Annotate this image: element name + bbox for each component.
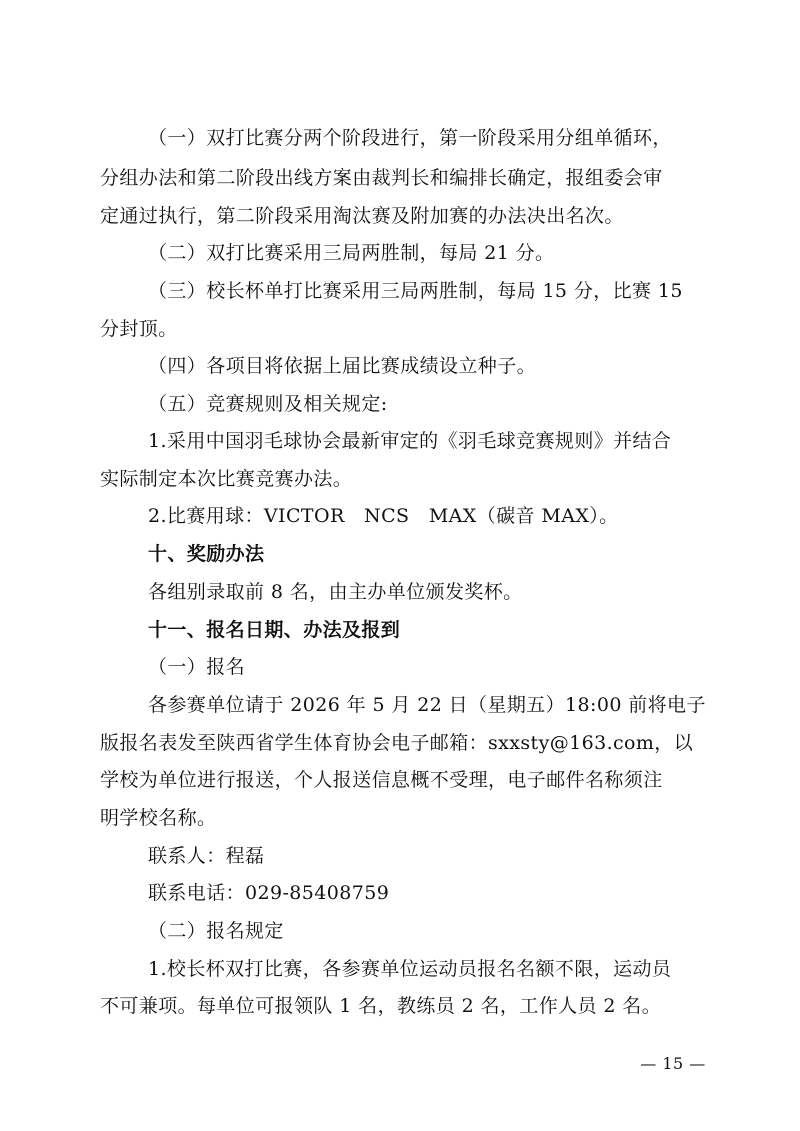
paragraph-line: （一）双打比赛分两个阶段进行，第一阶段采用分组单循环， [148, 127, 672, 149]
paragraph-line: 分组办法和第二阶段出线方案由裁判长和编排长确定，报组委会审 [100, 167, 663, 189]
paragraph-line: （三）校长杯单打比赛采用三局两胜制，每局 15 分，比赛 15 [148, 280, 683, 302]
paragraph-line: 不可兼项。每单位可报领队 1 名，教练员 2 名，工作人员 2 名。 [100, 995, 662, 1017]
paragraph-line: 各组别录取前 8 名，由主办单位颁发奖杯。 [148, 581, 523, 603]
paragraph-line: （二）双打比赛采用三局两胜制，每局 21 分。 [148, 242, 555, 264]
paragraph-line: 定通过执行，第二阶段采用淘汰赛及附加赛的办法决出名次。 [100, 205, 624, 227]
paragraph-line: 版报名表发至陕西省学生体育协会电子邮箱：sxxsty@163.com，以 [100, 732, 694, 754]
paragraph-line: 分封顶。 [100, 318, 178, 340]
section-heading: 十一、报名日期、办法及报到 [148, 619, 401, 641]
paragraph-line: 联系人：程磊 [148, 845, 265, 867]
paragraph-line: 明学校名称。 [100, 807, 217, 829]
paragraph-line: （四）各项目将依据上届比赛成绩设立种子。 [148, 355, 537, 377]
paragraph-line: 实际制定本次比赛竞赛办法。 [100, 468, 353, 490]
section-heading: 十、奖励办法 [148, 543, 265, 565]
paragraph-line: 学校为单位进行报送，个人报送信息概不受理，电子邮件名称须注 [100, 769, 663, 791]
page-number: — 15 — [640, 1054, 706, 1073]
paragraph-line: 2.比赛用球：VICTOR NCS MAX（碳音 MAX）。 [148, 505, 619, 527]
paragraph-line: （一）报名 [148, 656, 246, 678]
paragraph-line: 联系电话：029-85408759 [148, 882, 390, 904]
paragraph-line: 1.采用中国羽毛球协会最新审定的《羽毛球竞赛规则》并结合 [148, 430, 672, 452]
paragraph-line: （五）竞赛规则及相关规定: [148, 393, 388, 415]
paragraph-line: 1.校长杯双打比赛，各参赛单位运动员报名名额不限，运动员 [148, 958, 672, 980]
paragraph-line: （二）报名规定 [148, 920, 284, 942]
paragraph-line: 各参赛单位请于 2026 年 5 月 22 日（星期五）18:00 前将电子 [148, 694, 706, 716]
